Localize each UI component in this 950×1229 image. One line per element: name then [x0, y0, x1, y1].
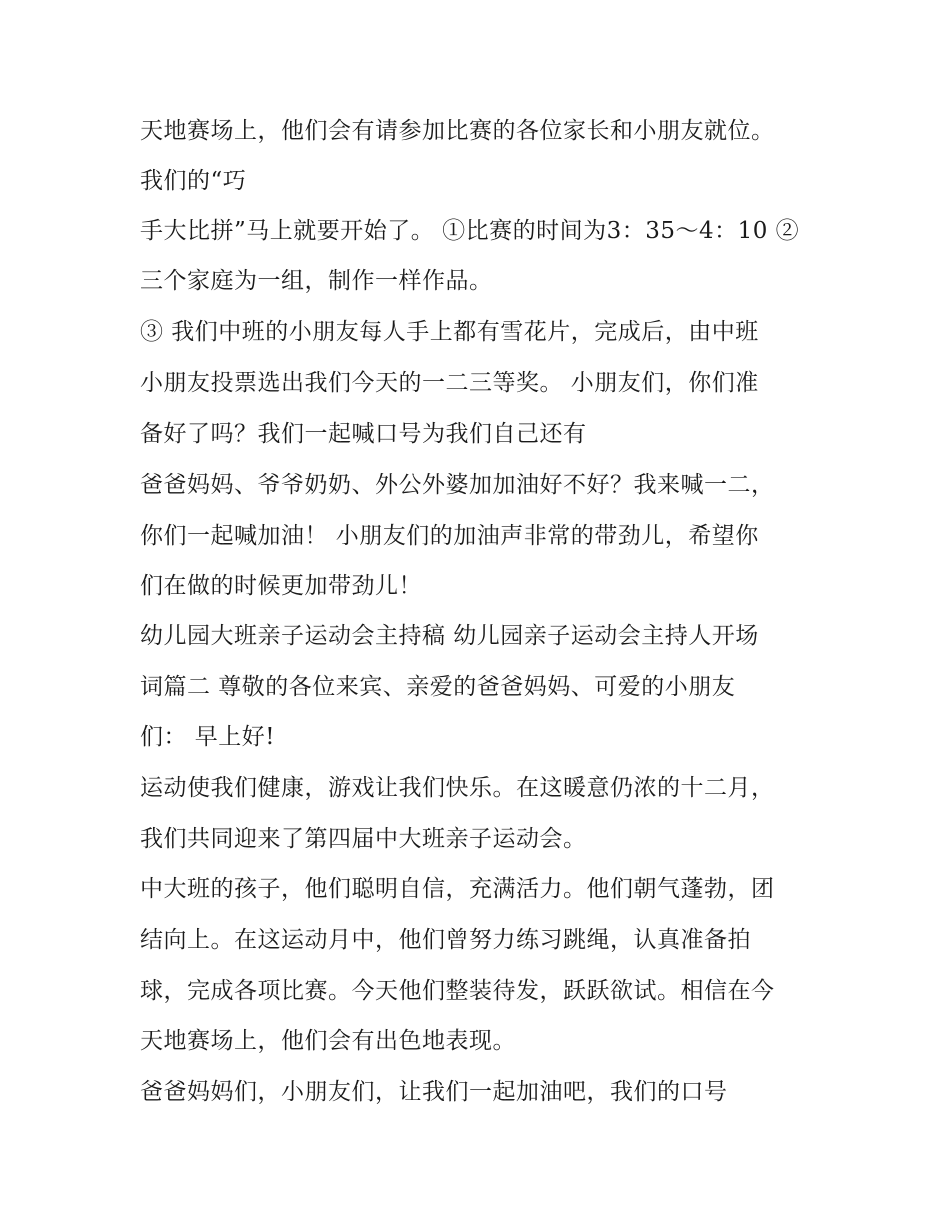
text-line: 备好了吗？我们一起喊口号为我们自己还有 [140, 421, 587, 447]
text-line: 爸爸妈妈、爷爷奶奶、外公外婆加加油好不好？我来喊一二， [140, 472, 775, 498]
text-line: 我们的“巧 [140, 168, 247, 194]
text-line: 幼儿园大班亲子运动会主持稿 幼儿园亲子运动会主持人开场 [140, 623, 759, 649]
text-line: 运动使我们健康，游戏让我们快乐。在这暖意仍浓的十二月， [140, 775, 775, 801]
text-line: 爸爸妈妈们，小朋友们，让我们一起加油吧，我们的口号 [140, 1079, 728, 1105]
text-line: 们： 早上好! [140, 724, 276, 750]
text-line: ③ 我们中班的小朋友每人手上都有雪花片，完成后，由中班 [140, 319, 759, 345]
text-line: 天地赛场上，他们会有出色地表现。 [140, 1028, 516, 1054]
text-line: 们在做的时候更加带劲儿！ [140, 573, 422, 599]
text-line: 三个家庭为一组，制作一样作品。 [140, 268, 493, 294]
text-line: 中大班的孩子，他们聪明自信，充满活力。他们朝气蓬勃，团 [140, 876, 775, 902]
text-line: 词篇二 尊敬的各位来宾、亲爱的爸爸妈妈、可爱的小朋友 [140, 674, 736, 700]
text-line: 小朋友投票选出我们今天的一二三等奖。 小朋友们，你们准 [140, 370, 759, 396]
text-line: 天地赛场上，他们会有请参加比赛的各位家长和小朋友就位。 [140, 118, 775, 144]
text-line: 结向上。在这运动月中，他们曾努力练习跳绳，认真准备拍 [140, 927, 751, 953]
text-line: 我们共同迎来了第四届中大班亲子运动会。 [140, 826, 587, 852]
text-line: 你们一起喊加油！ 小朋友们的加油声非常的带劲儿，希望你 [140, 523, 759, 549]
text-line: 手大比拼”马上就要开始了。 ①比赛的时间为3：35～4：10 ② [140, 218, 800, 244]
text-line: 球，完成各项比赛。今天他们整装待发，跃跃欲试。相信在今 [140, 978, 775, 1004]
